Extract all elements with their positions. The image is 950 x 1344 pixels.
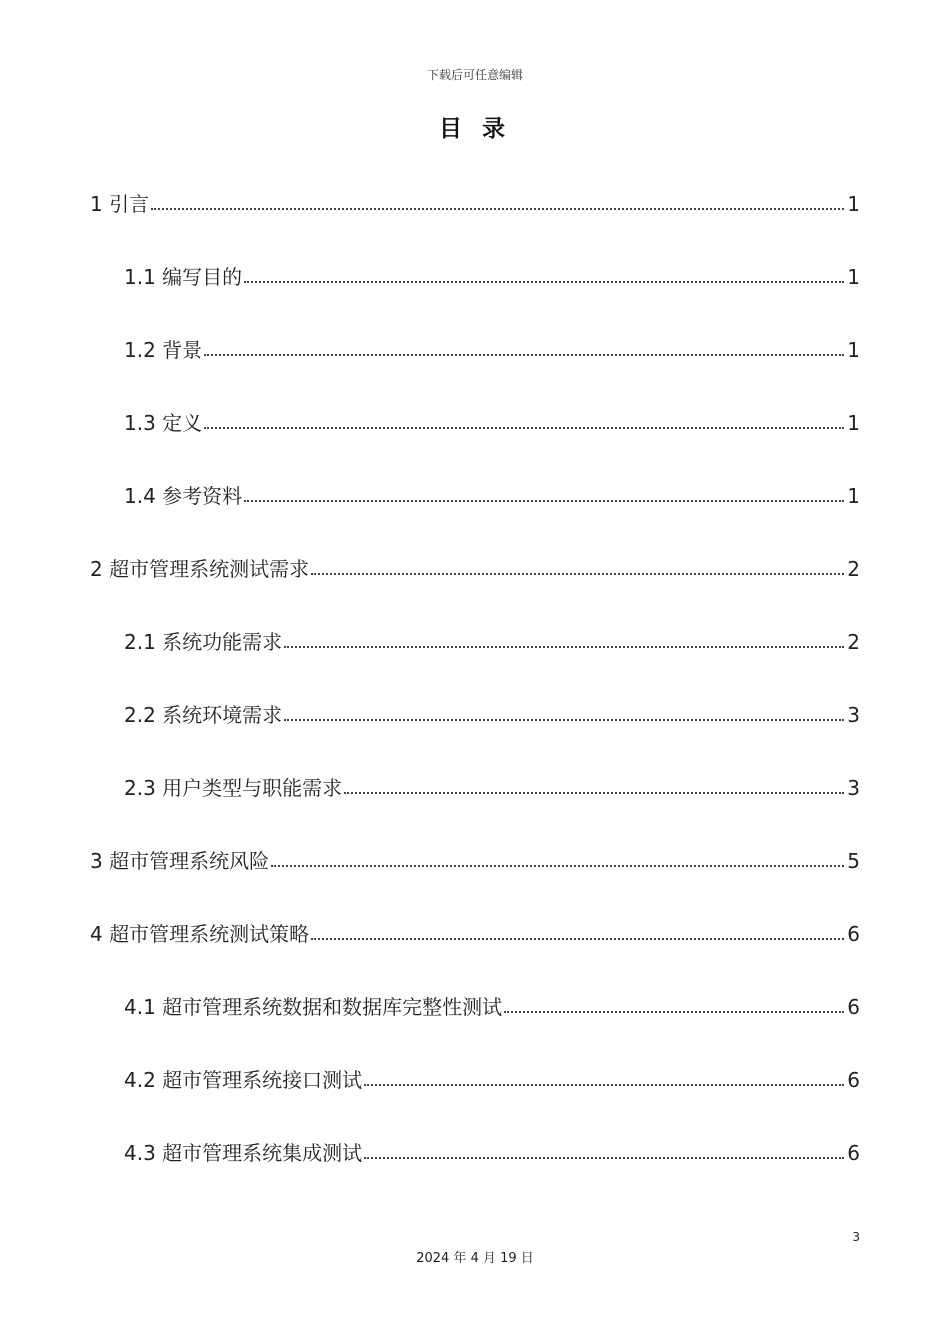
toc-entry-page: 6 (847, 1141, 860, 1165)
toc-title: 目 录 (438, 116, 511, 142)
toc-entry-label: 3 超市管理系统风险 (90, 849, 270, 873)
toc-entry[interactable] (90, 837, 860, 871)
toc-entry-label: 4 超市管理系统测试策略 (90, 922, 310, 946)
toc-entry[interactable] (90, 180, 860, 214)
toc-dot-leader (364, 1084, 844, 1086)
toc-entry-label: 4.3 超市管理系统集成测试 (124, 1141, 363, 1165)
toc-entry-label: 1.1 编写目的 (124, 265, 243, 289)
toc-entry-page: 6 (847, 1068, 860, 1092)
toc-dot-leader (364, 1157, 844, 1159)
toc-entry-page: 3 (847, 703, 860, 727)
toc-entry-label: 4.1 超市管理系统数据和数据库完整性测试 (124, 995, 503, 1019)
toc-entry[interactable] (90, 910, 860, 944)
page-number: 3 (852, 1230, 860, 1244)
toc-dot-leader (504, 1011, 844, 1013)
toc-entry-page: 3 (847, 776, 860, 800)
toc-dot-leader (284, 646, 844, 648)
toc-dot-leader (204, 354, 844, 356)
toc-dot-leader (344, 792, 844, 794)
toc-entry-label: 2 超市管理系统测试需求 (90, 557, 310, 581)
toc-dot-leader (284, 719, 844, 721)
toc-entry-label: 1.4 参考资料 (124, 484, 243, 508)
toc-entry-page: 1 (847, 411, 860, 435)
toc-entry-page: 2 (847, 557, 860, 581)
toc-entry-label: 2.1 系统功能需求 (124, 630, 283, 654)
toc-entry-label: 1 引言 (90, 192, 150, 216)
toc-entry[interactable] (124, 472, 860, 506)
toc-entry[interactable] (124, 691, 860, 725)
toc-entry-page: 2 (847, 630, 860, 654)
toc-entry-page: 1 (847, 338, 860, 362)
footer-date: 2024 年 4 月 19 日 (416, 1251, 534, 1266)
toc-entry[interactable] (90, 545, 860, 579)
toc-entry-label: 4.2 超市管理系统接口测试 (124, 1068, 363, 1092)
toc-entry-label: 2.2 系统环境需求 (124, 703, 283, 727)
toc-dot-leader (204, 427, 844, 429)
toc-entry-page: 6 (847, 922, 860, 946)
toc-entry-label: 1.2 背景 (124, 338, 203, 362)
toc-entry-page: 6 (847, 995, 860, 1019)
toc-dot-leader (311, 938, 844, 940)
toc-entry-label: 2.3 用户类型与职能需求 (124, 776, 343, 800)
toc-dot-leader (151, 208, 844, 210)
toc-entry[interactable] (124, 399, 860, 433)
toc-entry-label: 1.3 定义 (124, 411, 203, 435)
toc-dot-leader (271, 865, 844, 867)
toc-entry[interactable] (124, 253, 860, 287)
toc-dot-leader (244, 281, 844, 283)
toc-entry[interactable] (124, 1129, 860, 1163)
toc-entry-page: 1 (847, 484, 860, 508)
toc-entry[interactable] (124, 1056, 860, 1090)
toc-entry-page: 5 (847, 849, 860, 873)
toc-entry-page: 1 (847, 192, 860, 216)
toc-dot-leader (311, 573, 844, 575)
toc-entry[interactable] (124, 983, 860, 1017)
toc-entry[interactable] (124, 618, 860, 652)
toc-entry-page: 1 (847, 265, 860, 289)
toc-entry[interactable] (124, 764, 860, 798)
header-note: 下载后可任意编辑 (426, 68, 523, 82)
toc-dot-leader (244, 500, 844, 502)
toc-entry[interactable] (124, 326, 860, 360)
